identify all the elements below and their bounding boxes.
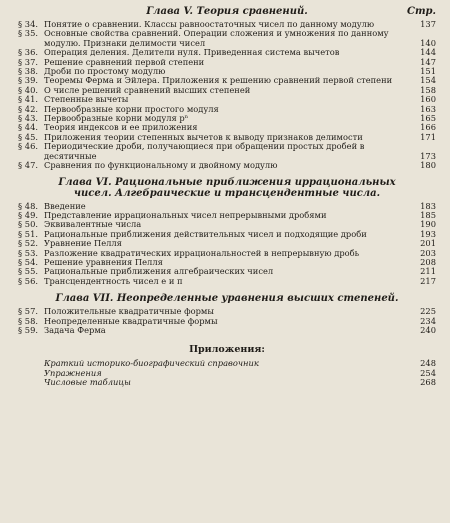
page-number: 193 <box>420 228 436 239</box>
section-title: Решение уравнения Пелля <box>44 256 163 267</box>
section-title: Положительные квадратичные формы <box>44 306 214 317</box>
page-number: 151 <box>420 66 436 77</box>
page-column-label: Стр. <box>406 6 436 17</box>
section-number: § 51. <box>18 228 38 239</box>
page-number: 208 <box>420 256 436 267</box>
section-title: Дроби по простому модулю <box>44 66 166 77</box>
page-number: 163 <box>420 103 436 114</box>
chapter-title: Глава V. Теория сравнений. <box>146 6 308 17</box>
section-title: Уравнение Пелля <box>44 238 122 249</box>
toc-entry <box>18 378 436 387</box>
toc-entry <box>18 142 436 161</box>
section-title: Приложения теории степенных вычетов к выводу признаков делимости <box>44 131 363 142</box>
section-title: Решение сравнений первой степени <box>44 56 205 67</box>
indent-spacer <box>18 378 44 387</box>
section-number: § 56. <box>18 275 38 286</box>
page-number: 225 <box>420 306 436 317</box>
page-number: 234 <box>420 315 436 326</box>
page-number: 211 <box>420 266 436 277</box>
section-title: Упражнения <box>44 367 102 378</box>
section-title: Числовые таблицы <box>44 377 131 388</box>
section-number: § 58. <box>18 315 38 326</box>
section-title: Введение <box>44 200 86 211</box>
section-number: § 53. <box>18 247 38 258</box>
page-number: 140 <box>420 37 436 48</box>
section-number: § 50. <box>18 219 38 230</box>
section-title: Операция деления. Делители нуля. Приведенная система вычетов <box>44 47 340 58</box>
section-number: § 49. <box>18 209 38 220</box>
indent-spacer <box>18 359 44 368</box>
section-number: § 57. <box>18 306 38 317</box>
section-number: § 35. <box>18 28 38 39</box>
page-number: 165 <box>420 113 436 124</box>
chapter-entries <box>18 20 436 171</box>
section-number: § 40. <box>18 84 38 95</box>
section-title: Периодические дроби, получающиеся при обращении простых дробей в десятичные <box>44 141 365 161</box>
chapter-heading <box>18 6 436 17</box>
chapter-heading <box>18 293 436 304</box>
section-number: § 45. <box>18 131 38 142</box>
chapter-5 <box>18 6 436 171</box>
toc-entry <box>18 161 436 170</box>
chapter-heading <box>18 177 436 199</box>
chapter-7 <box>18 293 436 335</box>
page-number: 158 <box>420 84 436 95</box>
section-title: Эквивалентные числа <box>44 219 142 230</box>
section-title: Разложение квадратических иррациональностей в непрерывную дробь <box>44 247 360 258</box>
page-number: 268 <box>420 377 436 388</box>
page-number: 185 <box>420 209 436 220</box>
section-title: Краткий историко-биографический справочник <box>44 358 259 369</box>
section-title: Первообразные корни простого модуля <box>44 103 219 114</box>
appendix-heading: Приложения: <box>189 344 265 356</box>
section-title: Первообразные корни модуля pⁿ <box>44 113 189 124</box>
section-number: § 43. <box>18 113 38 124</box>
section-title: Рациональные приближения действительных чисел и подходящие дроби <box>44 228 367 239</box>
page-number: 147 <box>420 56 436 67</box>
section-title: Основные свойства сравнений. Операции сложения и умножения по данному модулю. Признаки делимости чисел <box>44 28 389 48</box>
page-number: 217 <box>420 275 436 286</box>
section-title: Понятие о сравнении. Классы равноостаточных чисел по данному модулю <box>44 19 375 29</box>
section-number: § 52. <box>18 238 38 249</box>
chapter-entries <box>18 202 436 287</box>
page-number: 173 <box>420 150 436 161</box>
appendix <box>18 344 436 387</box>
section-title: Теоремы Ферма и Эйлера. Приложения к решению сравнений первой степени <box>44 75 393 86</box>
page-number: 248 <box>420 358 436 369</box>
toc-entry <box>18 326 436 335</box>
section-number: § 54. <box>18 256 38 267</box>
page-number: 190 <box>420 219 436 230</box>
section-number: § 48. <box>18 200 38 211</box>
section-number: § 55. <box>18 266 38 277</box>
page-number: 183 <box>420 200 436 211</box>
toc-entry <box>18 29 436 48</box>
page-number: 203 <box>420 247 436 258</box>
section-title: Трансцендентность чисел e и π <box>44 275 183 286</box>
section-number: § 59. <box>18 324 38 335</box>
chapter-title: Глава VII. Неопределенные уравнения высших степеней. <box>55 293 399 305</box>
toc-entry <box>18 277 436 286</box>
page-number: 144 <box>420 47 436 58</box>
section-title: О числе решений сравнений высших степеней <box>44 84 251 95</box>
section-title: Теория индексов и ее приложения <box>44 122 198 133</box>
page-number: 137 <box>420 19 436 29</box>
page-number: 201 <box>420 238 436 249</box>
section-title: Сравнения по функциональному и двойному модулю <box>44 160 278 171</box>
section-number: § 44. <box>18 122 38 133</box>
page-number: 166 <box>420 122 436 133</box>
page-number: 180 <box>420 160 436 171</box>
section-title: Степенные вычеты <box>44 94 129 105</box>
section-title: Представление иррациональных чисел непрерывными дробями <box>44 209 327 220</box>
section-number: § 41. <box>18 94 38 105</box>
section-number: § 38. <box>18 66 38 77</box>
section-title: Рациональные приближения алгебраических чисел <box>44 266 274 277</box>
page-number: 160 <box>420 94 436 105</box>
page-number: 240 <box>420 324 436 335</box>
page-number: 171 <box>420 131 436 142</box>
page-number: 254 <box>420 367 436 378</box>
chapter-entries <box>18 307 436 335</box>
section-number: § 34. <box>18 19 38 29</box>
appendix-entries <box>18 359 436 387</box>
section-title: Неопределенные квадратичные формы <box>44 315 218 326</box>
section-number: § 39. <box>18 75 38 86</box>
section-number: § 42. <box>18 103 38 114</box>
section-number: § 36. <box>18 47 38 58</box>
section-number: § 46. <box>18 141 38 152</box>
page-number: 154 <box>420 75 436 86</box>
indent-spacer <box>18 369 44 378</box>
section-number: § 47. <box>18 160 38 171</box>
chapter-6 <box>18 177 436 287</box>
chapter-title: Глава VI. Рациональные приближения иррациональных чисел. Алгебраические и трансцендентные числа. <box>58 176 396 199</box>
section-title: Задача Ферма <box>44 324 106 335</box>
section-number: § 37. <box>18 56 38 67</box>
